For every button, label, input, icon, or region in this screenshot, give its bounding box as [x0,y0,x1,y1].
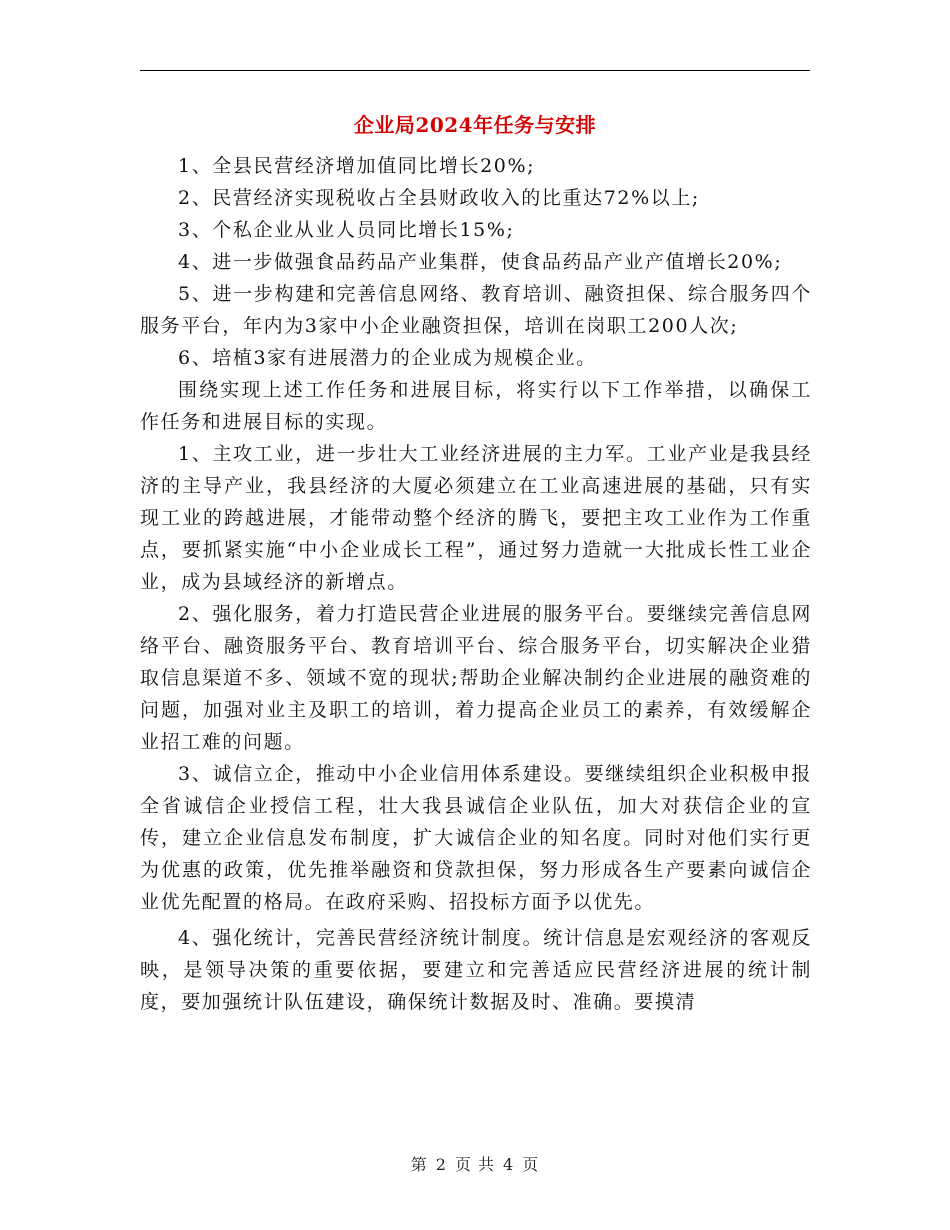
paragraph: 4、进一步做强食品药品产业集群，使食品药品产业产值增长20%; [178,251,783,273]
page-footer [0,1152,950,1175]
paragraph: 2、民营经济实现税收占全县财政收入的比重达72%以上; [178,187,700,209]
document-title: 企业局2024年任务与安排 [353,113,597,137]
footer-label-page: 第 [410,1155,428,1174]
paragraph: 3、个私企业从业人员同比增长15%; [178,219,515,241]
paragraph: 1、全县民营经济增加值同比增长20%; [178,155,536,177]
paragraph: 6、培植3家有进展潜力的企业成为规模企业。 [178,347,597,369]
total-pages-number: 4 [503,1155,515,1174]
document-body [140,150,812,1018]
paragraph: 1、主攻工业，进一步壮大工业经济进展的主力军。工业产业是我县经济的主导产业，我县经济的大厦必须建立在工业高速进展的基础，只有实现工业的跨越进展，才能带动整个经济的腾飞，要把主攻工业作为工作重点，要抓紧实施“中小企业成长工程”，通过努力造就一大批成长性工业企业，成为县域经济的新增点。 [140,443,812,593]
paragraph: 3、诚信立企，推动中小企业信用体系建设。要继续组织企业积极申报全省诚信企业授信工程，壮大我县诚信企业队伍，加大对获信企业的宣传，建立企业信息发布制度，扩大诚信企业的知名度。同时对他们实行更为优惠的政策，优先推举融资和贷款担保，努力形成各生产要素向诚信企业优先配置的格局。在政府采购、招投标方面予以优先。 [140,763,812,913]
header-rule [140,70,810,71]
current-page-number: 2 [435,1155,447,1174]
paragraph: 2、强化服务，着力打造民营企业进展的服务平台。要继续完善信息网络平台、融资服务平台、教育培训平台、综合服务平台，切实解决企业猎取信息渠道不多、领域不宽的现状;帮助企业解决制约企业进展的融资难的问题，加强对业主及职工的培训，着力提高企业员工的素养，有效缓解企业招工难的问题。 [140,603,812,753]
paragraph: 4、强化统计，完善民营经济统计制度。统计信息是宏观经济的客观反映，是领导决策的重要依据，要建立和完善适应民营经济进展的统计制度，要加强统计队伍建设，确保统计数据及时、准确。要摸清 [140,927,812,1013]
paragraph: 5、进一步构建和完善信息网络、教育培训、融资担保、综合服务四个服务平台，年内为3家中小企业融资担保，培训在岗职工200人次; [140,283,812,337]
paragraph: 围绕实现上述工作任务和进展目标，将实行以下工作举措，以确保工作任务和进展目标的实现。 [140,379,812,433]
footer-label-suffix: 页 [522,1155,540,1174]
footer-label-of: 页 共 [454,1155,496,1174]
